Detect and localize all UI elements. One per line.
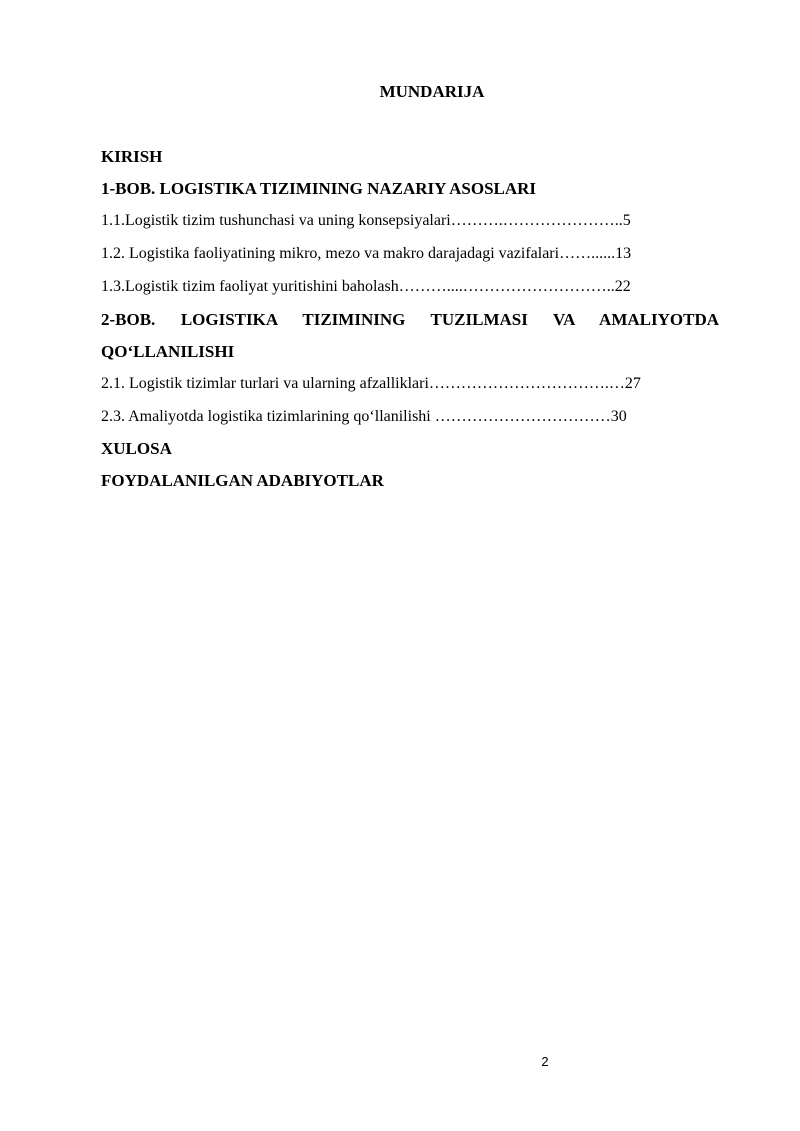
page-number: 2 (541, 1054, 549, 1069)
toc-entry-chapter-1: 1-BOB. LOGISTIKA TIZIMINING NAZARIY ASOSLARI (101, 179, 537, 198)
toc-entry-section-1-3: 1.3.Logistik tizim faoliyat yuritishini baholash………....………………………..22 (101, 278, 631, 295)
toc-entry-chapter-2: 2-BOB. LOGISTIKA TIZIMINING TUZILMASI VA AMALIYOTDA (101, 310, 719, 329)
toc-entry-conclusion: XULOSA (101, 439, 172, 458)
page-title: MUNDARIJA (379, 82, 485, 101)
toc-entry-section-1-1: 1.1.Logistik tizim tushunchasi va uning konsepsiyalari……….…………………..5 (101, 212, 631, 229)
toc-entry-section-2-1: 2.1. Logistik tizimlar turlari va ularning afzalliklari…………………………….…27 (101, 375, 641, 392)
toc-entry-chapter-2-continued: QO‘LLANILISHI (101, 342, 235, 361)
toc-entry-section-2-3: 2.3. Amaliyotda logistika tizimlarining qo‘llanilishi ……………………………30 (101, 408, 627, 425)
toc-entry-introduction: KIRISH (101, 147, 163, 166)
toc-entry-section-1-2: 1.2. Logistika faoliyatining mikro, mezo va makro darajadagi vazifalari……......13 (101, 245, 632, 262)
toc-entry-references: FOYDALANILGAN ADABIYOTLAR (101, 471, 384, 490)
